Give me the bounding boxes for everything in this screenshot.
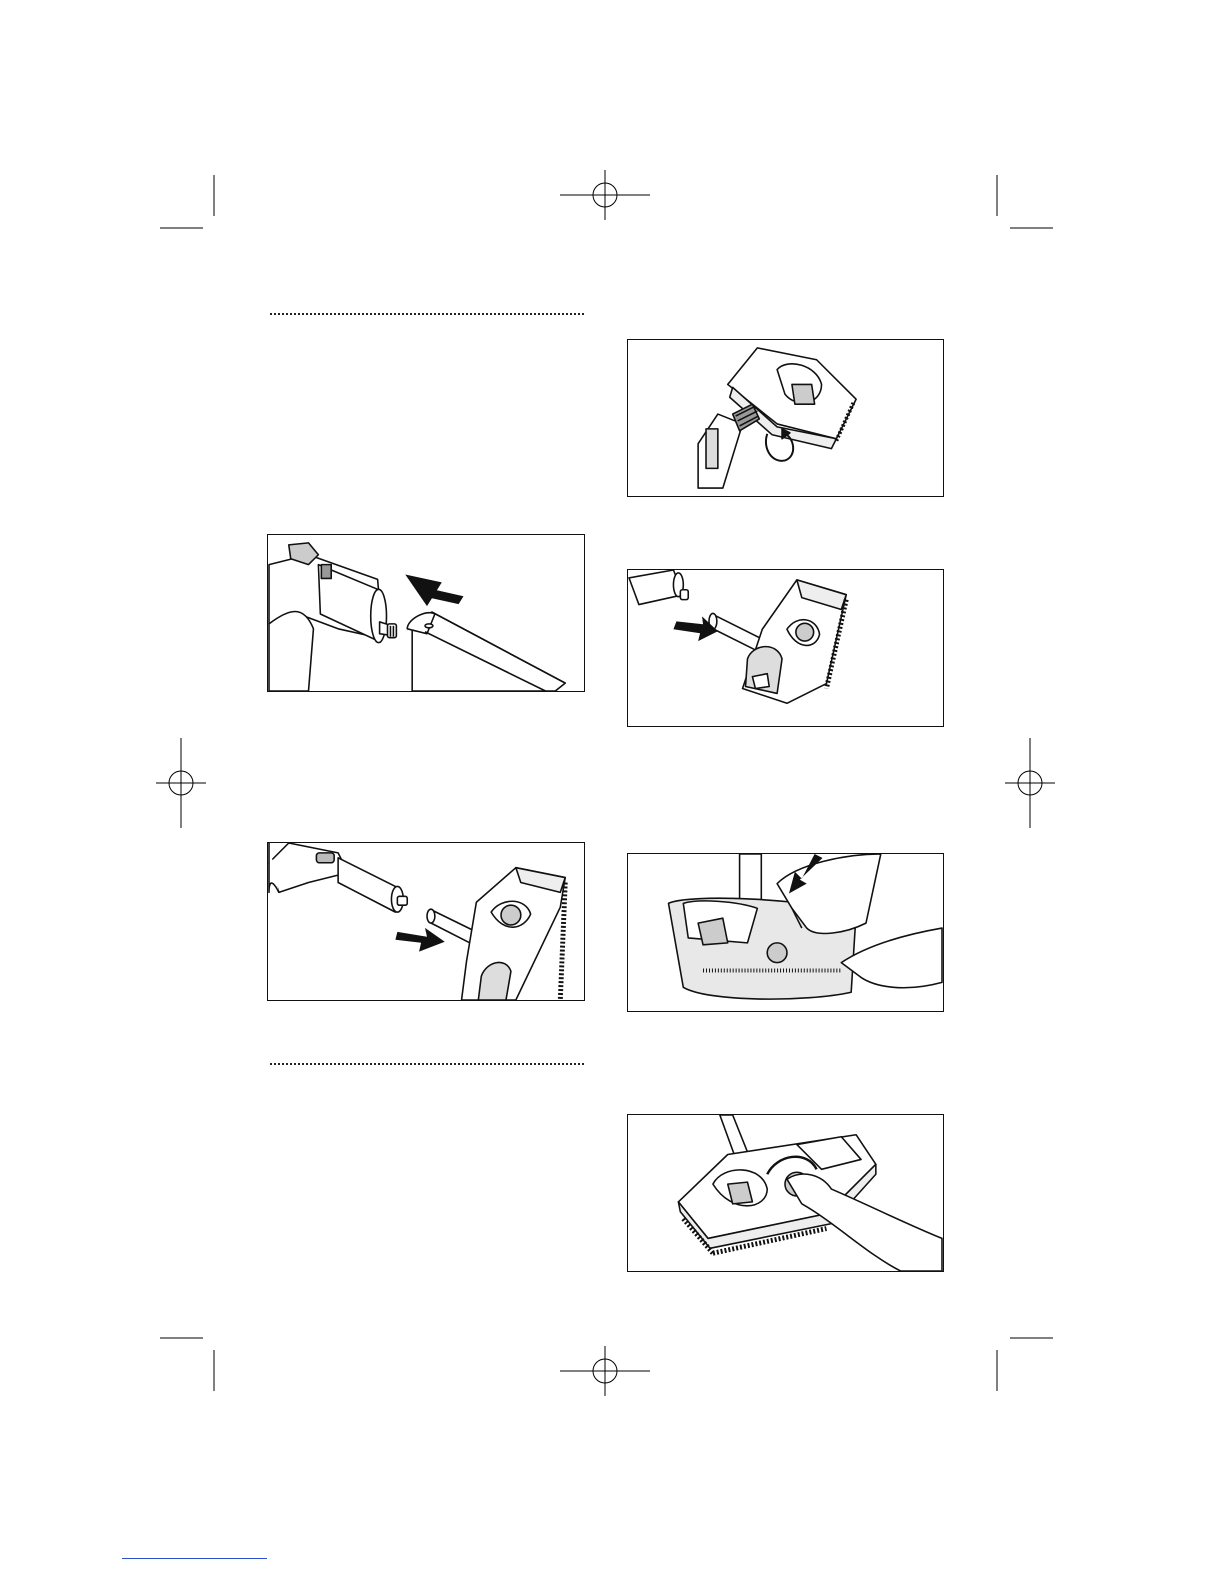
handle-into-extension-tube-icon — [268, 535, 584, 691]
figure-attach-cloth — [627, 853, 944, 1012]
tube-into-floor-head-icon — [268, 843, 584, 1000]
attach-cloth-to-floor-head-icon — [628, 854, 943, 1011]
bottom-rule — [122, 1558, 267, 1559]
figure-handle-into-tube — [267, 534, 585, 692]
figure-rotate-knob — [627, 1114, 944, 1272]
rotate-knob-floor-head-icon — [628, 1115, 943, 1271]
figure-tube-into-floorhead-right — [627, 569, 944, 727]
section-rule-top — [270, 313, 584, 315]
figure-screw-adapter — [627, 339, 944, 497]
screw-adapter-into-floor-head-icon — [628, 340, 943, 496]
section-rule-bottom — [270, 1063, 584, 1065]
tube-into-floor-head-icon — [628, 570, 943, 726]
figure-tube-into-floorhead-left — [267, 842, 585, 1001]
registration-mark-icon — [560, 170, 650, 220]
